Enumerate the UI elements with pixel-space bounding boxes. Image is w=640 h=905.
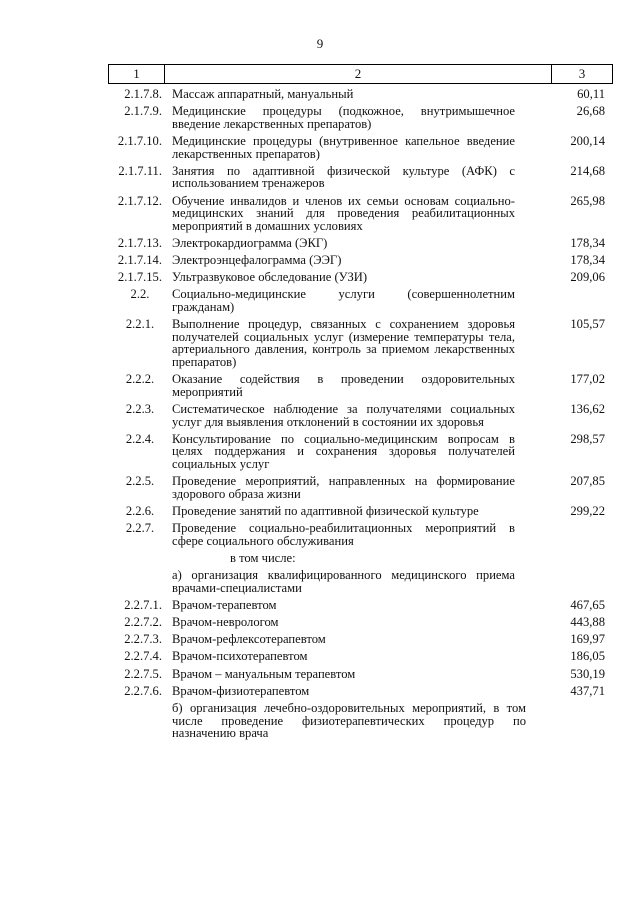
row-number — [108, 702, 166, 740]
row-name: Медицинские процедуры (внутривенное капельное введение лекарственных препаратов) — [172, 133, 515, 161]
table-row — [108, 403, 613, 428]
row-number: 2.2.7.4. — [124, 649, 162, 664]
row-value — [515, 522, 613, 547]
row-name: Выполнение процедур, связанных с сохранением здоровья получателей социальных услуг (измерение температуры тела, артериального давления, контроль за приемом лекарственных препаратов) — [172, 317, 515, 370]
table-row — [108, 165, 613, 190]
row-value: 209,06 — [570, 270, 605, 285]
row-name: Врачом-рефлексотерапевтом — [172, 632, 326, 647]
row-value: 530,19 — [570, 666, 605, 681]
row-number — [108, 569, 166, 594]
row-number: 2.1.7.9. — [124, 104, 162, 119]
row-value: 207,85 — [570, 474, 605, 489]
row-number: 2.2.5. — [125, 474, 155, 489]
header-col-1: 1 — [109, 65, 165, 83]
row-name: б) организация лечебно-оздоровительных мероприятий, в том числе проведение физиотерапевтических процедур по назначению врача — [172, 701, 526, 741]
table-row — [108, 599, 613, 612]
row-value — [515, 569, 613, 594]
row-number: 2.1.7.14. — [117, 253, 162, 268]
row-value — [526, 702, 624, 740]
row-name: Проведение социально-реабилитационных мероприятий в сфере социального обслуживания — [172, 521, 515, 548]
row-value: 26,68 — [576, 104, 605, 119]
row-number: 2.2.7.2. — [124, 615, 162, 630]
table-row — [108, 195, 613, 233]
header-col-2: 2 — [165, 65, 552, 83]
row-value: 136,62 — [570, 402, 605, 416]
row-number: 2.2.7.3. — [124, 632, 162, 647]
table-row — [108, 702, 613, 740]
row-name: Электрокардиограмма (ЭКГ) — [172, 235, 328, 250]
table-row — [108, 668, 613, 681]
row-value: 186,05 — [570, 649, 605, 664]
row-value: 105,57 — [570, 317, 605, 332]
row-name: Систематическое наблюдение за получателями социальных услуг для выявления отклонений в состоянии их здоровья — [172, 402, 515, 429]
row-name: Врачом-физиотерапевтом — [172, 683, 310, 698]
table-row — [108, 633, 613, 646]
row-value: 437,71 — [570, 683, 605, 698]
table-row — [108, 685, 613, 698]
table-row — [108, 88, 613, 101]
row-number: 2.2.7. — [125, 521, 155, 536]
row-name: Проведение мероприятий, направленных на формирование здорового образа жизни — [172, 474, 515, 501]
row-name: Врачом – мануальным терапевтом — [172, 666, 356, 681]
row-name: Врачом-терапевтом — [172, 597, 277, 612]
row-value: 177,02 — [570, 372, 605, 387]
page-number: 9 — [316, 36, 324, 51]
table-header — [108, 64, 613, 84]
row-number: 2.1.7.11. — [118, 163, 162, 178]
row-value — [515, 552, 613, 565]
row-name: Электроэнцефалограмма (ЭЭГ) — [172, 253, 342, 268]
table-row — [108, 373, 613, 398]
table-row — [108, 569, 613, 594]
row-number: 2.1.7.15. — [117, 270, 162, 285]
row-name: Проведение занятий по адаптивной физической культуре — [172, 503, 479, 518]
row-value: 169,97 — [570, 632, 605, 647]
table-body — [108, 88, 613, 744]
row-number: 2.1.7.13. — [117, 235, 162, 250]
row-value: 467,65 — [570, 597, 605, 612]
row-name: Врачом-неврологом — [172, 615, 279, 630]
table-row — [108, 271, 613, 284]
row-number: 2.1.7.8. — [124, 87, 162, 101]
row-number: 2.1.7.12. — [117, 193, 162, 208]
row-name: Занятия по адаптивной физической культуре (АФК) с использованием тренажеров — [172, 163, 515, 191]
row-name: Консультирование по социально-медицинским вопросам в целях поддержания и сохранения здоровья получателей социальных услуг — [172, 431, 515, 471]
row-number: 2.2.2. — [125, 372, 155, 387]
row-number — [108, 552, 166, 565]
row-number: 2.2.1. — [125, 317, 155, 332]
row-name: а) организация квалифицированного медицинского приема врачами-специалистами — [172, 568, 515, 595]
table-row — [108, 650, 613, 663]
table-row — [108, 616, 613, 629]
table-row — [108, 135, 613, 160]
row-number: 2.2. — [130, 287, 150, 302]
table-row — [108, 505, 613, 518]
table-row — [108, 105, 613, 130]
table-row — [108, 318, 613, 368]
row-name: Оказание содействия в проведении оздоровительных мероприятий — [172, 372, 515, 399]
row-value: 443,88 — [570, 615, 605, 630]
row-name: Ультразвуковое обследование (УЗИ) — [172, 270, 368, 285]
table-row — [108, 288, 613, 313]
table-row — [108, 522, 613, 547]
row-value: 200,14 — [570, 133, 605, 148]
row-name: Обучение инвалидов и членов их семьи основам социально-медицинских знаний для проведения реабилитационных мероприятий в домашних условиях — [172, 193, 515, 233]
row-value: 298,57 — [570, 431, 605, 446]
row-name: Массаж аппаратный, мануальный — [172, 87, 354, 101]
row-name: Врачом-психотерапевтом — [172, 649, 308, 664]
row-number: 2.2.3. — [125, 402, 155, 416]
row-number: 2.2.7.5. — [124, 666, 162, 681]
row-name: в том числе: — [230, 550, 296, 565]
row-value — [515, 288, 613, 313]
table-row — [108, 475, 613, 500]
row-name: Социально-медицинские услуги (совершеннолетним гражданам) — [172, 287, 515, 315]
row-value: 214,68 — [570, 163, 605, 178]
table-row — [108, 552, 613, 565]
row-value: 265,98 — [570, 193, 605, 208]
row-number: 2.2.4. — [125, 431, 155, 446]
row-number: 2.1.7.10. — [117, 133, 162, 148]
table-row — [108, 254, 613, 267]
row-name: Медицинские процедуры (подкожное, внутримышечное введение лекарственных препаратов) — [172, 104, 515, 131]
row-value: 178,34 — [570, 235, 605, 250]
row-value: 60,11 — [577, 87, 605, 101]
row-value: 299,22 — [570, 503, 605, 518]
header-col-3: 3 — [578, 66, 586, 81]
row-number: 2.2.6. — [125, 503, 155, 518]
table-row — [108, 237, 613, 250]
row-number: 2.2.7.1. — [124, 597, 162, 612]
row-number: 2.2.7.6. — [124, 683, 162, 698]
table-row — [108, 433, 613, 471]
row-value: 178,34 — [570, 253, 605, 268]
